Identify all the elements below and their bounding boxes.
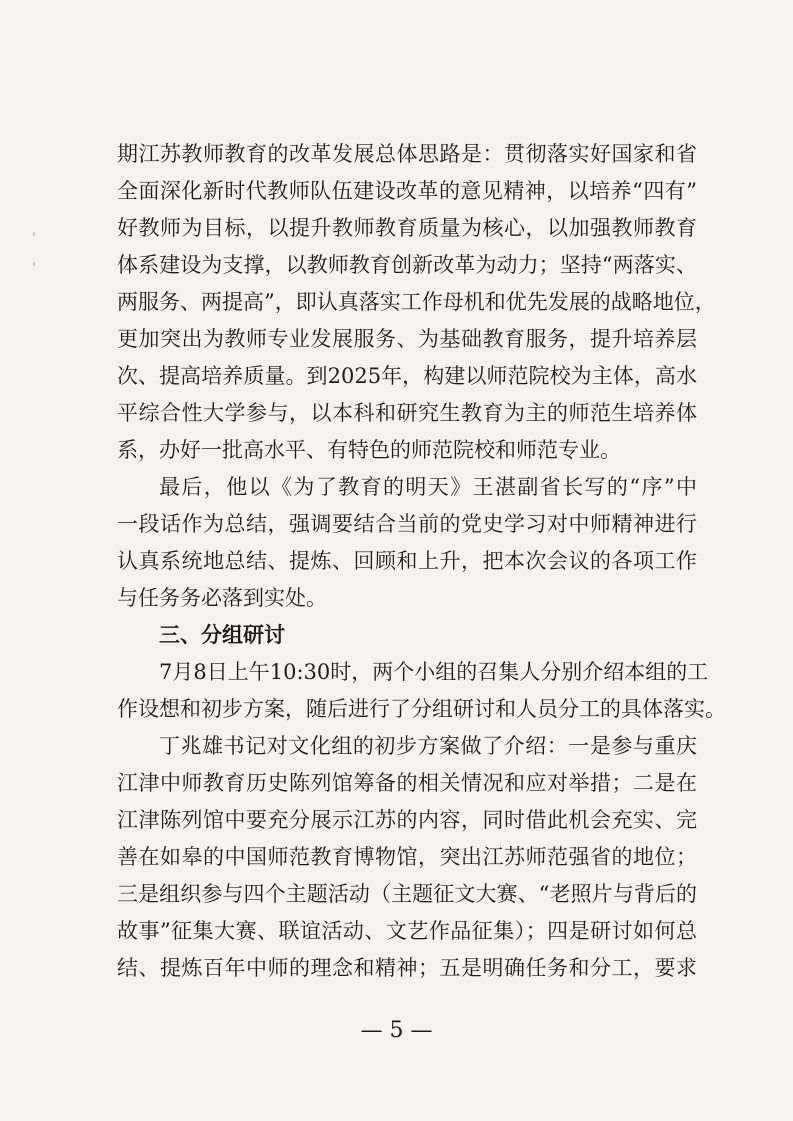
- text-line: 善在如皋的中国师范教育博物馆，突出江苏师范强省的地位；: [117, 845, 697, 869]
- paragraph: [117, 654, 726, 728]
- text-line: 好教师为目标，以提升教师教育质量为核心，以加强教师教育: [117, 216, 697, 240]
- text-line: 最后，他以《为了教育的明天》王湛副省长写的“序”中: [159, 475, 697, 499]
- text-line: 丁兆雄书记对文化组的初步方案做了介绍：一是参与重庆: [159, 734, 697, 758]
- paragraph: [117, 728, 697, 987]
- paragraph: [117, 136, 716, 469]
- text-line: 全面深化新时代教师队伍建设改革的意见精神，以培养“四有”: [117, 179, 697, 203]
- text-line: 结、提炼百年中师的理念和精神；五是明确任务和分工，要求: [117, 956, 697, 980]
- text-line: 更加突出为教师专业发展服务、为基础教育服务，提升培养层: [117, 327, 697, 351]
- text-line: 故事”征集大赛、联谊活动、文艺作品征集）；四是研讨如何总: [117, 919, 697, 943]
- text-line: 一段话作为总结，强调要结合当前的党史学习对中师精神进行: [117, 512, 697, 536]
- text-line: 作设想和初步方案，随后进行了分组研讨和人员分工的具体落实。: [117, 697, 726, 721]
- text-line: 7月8日上午10:30时，两个小组的召集人分别介绍本组的工: [159, 660, 709, 684]
- text-line: 平综合性大学参与，以本科和研究生教育为主的师范生培养体: [117, 401, 697, 425]
- text-line: 江津中师教育历史陈列馆筹备的相关情况和应对举措；二是在: [117, 771, 697, 795]
- text-line: 体系建设为支撑，以教师教育创新改革为动力；坚持“两落实、: [117, 253, 697, 277]
- text-line: 两服务、两提高”，即认真落实工作母机和优先发展的战略地位，: [117, 290, 716, 314]
- section-heading: 三、分组研讨: [159, 623, 285, 647]
- text-line: 江津陈列馆中要充分展示江苏的内容，同时借此机会充实、完: [117, 808, 697, 832]
- margin-mark: [33, 232, 35, 236]
- margin-mark: [33, 262, 35, 266]
- text-line: 与任务务必落到实处。: [117, 586, 327, 610]
- text-line: 认真系统地总结、提炼、回顾和上升，把本次会议的各项工作: [117, 549, 697, 573]
- page-number: — 5 —: [360, 1018, 433, 1043]
- text-line: 期江苏教师教育的改革发展总体思路是：贯彻落实好国家和省: [117, 142, 697, 166]
- document-body: [117, 136, 726, 987]
- text-line: 系，办好一批高水平、有特色的师范院校和师范专业。: [117, 438, 621, 462]
- paragraph: [117, 469, 697, 617]
- text-line: 三是组织参与四个主题活动（主题征文大赛、“老照片与背后的: [117, 882, 697, 906]
- text-line: 次、提高培养质量。到2025年，构建以师范院校为主体，高水: [117, 364, 697, 388]
